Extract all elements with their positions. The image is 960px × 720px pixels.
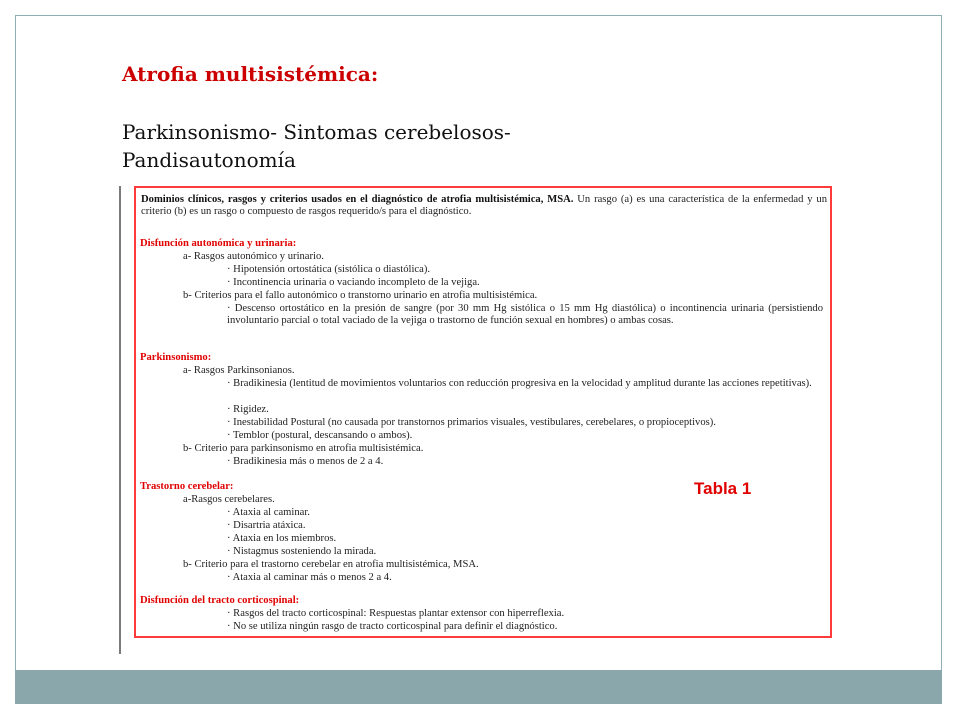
parkinsonism-features: a- Rasgos Parkinsonianos. — [183, 365, 295, 376]
parkinsonism-criteria-item: · Bradikinesia más o menos de 2 a 4. — [227, 456, 384, 467]
table-intro-text: Un rasgo (a) es una característica de la enfermedad y un criterio (b) es un rasgo o compuesto de rasgos requerido/s para el diagnóstico. — [141, 194, 827, 218]
table-intro — [141, 194, 827, 219]
bottom-bar — [15, 670, 942, 704]
parkinsonism-feature-item: · Inestabilidad Postural (no causada por transtornos primarios visuales, vestibulares, cerebelares, o propioceptivos). — [227, 417, 716, 428]
cerebellar-criteria-item: · Ataxia al caminar más o menos 2 a 4. — [227, 572, 392, 583]
autonomic-feature-item: · Hipotensión ortostática (sistólica o diastólica). — [227, 264, 430, 275]
divider-line — [119, 186, 121, 654]
cerebellar-features: a-Rasgos cerebelares. — [183, 494, 275, 505]
autonomic-features: a- Rasgos autonómico y urinario. — [183, 251, 324, 262]
autonomic-criteria-item: · Descenso ortostático en la presión de sangre (por 30 mm Hg sistólica o 15 mm Hg diastólica) o incontinencia urinaria (persistiendo involuntario parcial o total vaciado de la vejiga o trastorno de función sexual en hombres) o ambas cosas. — [227, 303, 823, 327]
section-heading-cerebellar: Trastorno cerebelar: — [140, 481, 234, 492]
parkinsonism-criteria: b- Criterio para parkinsonismo en atrofia multisistémica. — [183, 443, 424, 454]
cerebellar-feature-item: · Disartria atáxica. — [227, 520, 306, 531]
cerebellar-feature-item: · Ataxia en los miembros. — [227, 533, 337, 544]
section-heading-autonomic: Disfunción autonómica y urinaria: — [140, 238, 297, 249]
cerebellar-criteria: b- Criterio para el trastorno cerebelar en atrofia multisistémica, MSA. — [183, 559, 479, 570]
slide-subtitle: Parkinsonismo- Sintomas cerebelosos- Pandisautonomía — [122, 120, 511, 172]
cerebellar-feature-item: · Nistagmus sosteniendo la mirada. — [227, 546, 377, 557]
table-caption: Tabla 1 — [694, 479, 752, 498]
diagnostic-table — [134, 186, 832, 638]
corticospinal-item: · Rasgos del tracto corticospinal: Respuestas plantar extensor con hiperreflexia. — [227, 608, 565, 619]
parkinsonism-feature-item: · Temblor (postural, descansando o ambos). — [227, 430, 413, 441]
cerebellar-feature-item: · Ataxia al caminar. — [227, 507, 310, 518]
autonomic-feature-item: · Incontinencia urinaria o vaciando incompleto de la vejiga. — [227, 277, 480, 288]
parkinsonism-feature-item: · Bradikinesia (lentitud de movimientos voluntarios con reducción progresiva en la velocidad y amplitud durante las acciones repetitivas). — [227, 378, 812, 389]
slide-title: Atrofia multisistémica: — [122, 62, 379, 86]
parkinsonism-feature-item: · Rigidez. — [227, 404, 269, 415]
autonomic-criteria: b- Criterios para el fallo autonómico o transtorno urinario en atrofia multisistémica. — [183, 290, 538, 301]
section-heading-corticospinal: Disfunción del tracto corticospinal: — [140, 595, 300, 606]
section-heading-parkinsonism: Parkinsonismo: — [140, 352, 212, 363]
table-intro-bold: Dominios clínicos, rasgos y criterios usados en el diagnóstico de atrofia multisistémica, MSA. — [141, 194, 574, 205]
corticospinal-item: · No se utiliza ningún rasgo de tracto corticospinal para definir el diagnóstico. — [227, 621, 558, 632]
